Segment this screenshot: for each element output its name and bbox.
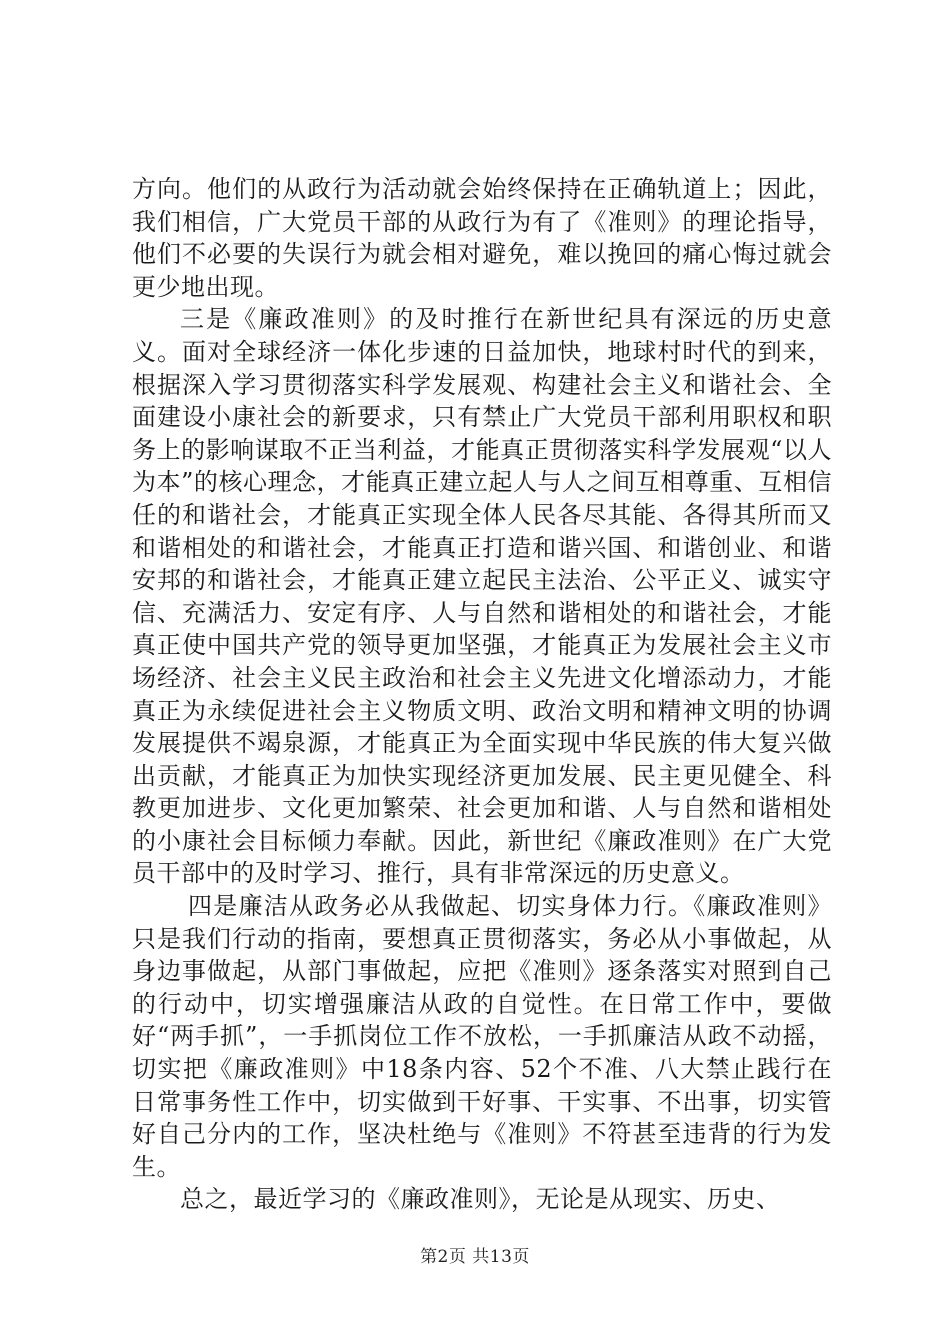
paragraph-point-four: 四是廉洁从政务必从我做起、切实身体力行。《廉政准则》只是我们行动的指南，要想真正贯彻落实，务必从小事做起，从身边事做起，从部门事做起，应把《准则》逐条落实对照到自己的行动中，切实增强廉洁从政的自觉性。在日常工作中，要做好“两手抓”，一手抓岗位工作不放松，一手抓廉洁从政不动摇，切实把《廉政准则》中18条内容、52个不准、八大禁止践行在日常事务性工作中，切实做到干好事、干实事、不出事，切实管好自己分内的工作，坚决杜绝与《准则》不符甚至违背的行为发生。 [132,892,832,1181]
page-footer: 第2页 共13页 [420,1247,530,1267]
document-body [132,173,832,1216]
paragraph-point-three: 三是《廉政准则》的及时推行在新世纪具有深远的历史意义。面对全球经济一体化步速的日益加快，地球村时代的到来，根据深入学习贯彻落实科学发展观、构建社会主义和谐社会、全面建设小康社会的新要求，只有禁止广大党员干部利用职权和职务上的影响谋取不正当利益，才能真正贯彻落实科学发展观“以人为本”的核心理念，才能真正建立起人与人之间互相尊重、互相信任的和谐社会，才能真正实现全体人民各尽其能、各得其所而又和谐相处的和谐社会，才能真正打造和谐兴国、和谐创业、和谐安邦的和谐社会，才能真正建立起民主法治、公平正义、诚实守信、充满活力、安定有序、人与自然和谐相处的和谐社会，才能真正使中国共产党的领导更加坚强，才能真正为发展社会主义市场经济、社会主义民主政治和社会主义先进文化增添动力，才能真正为永续促进社会主义物质文明、政治文明和精神文明的协调发展提供不竭泉源，才能真正为全面实现中华民族的伟大复兴做出贡献，才能真正为加快实现经济更加发展、民主更见健全、科教更加进步、文化更加繁荣、社会更加和谐、人与自然和谐相处的小康社会目标倾力奉献。因此，新世纪《廉政准则》在广大党员干部中的及时学习、推行，具有非常深远的历史意义。 [132,305,832,888]
paragraph-continuation: 方向。他们的从政行为活动就会始终保持在正确轨道上；因此，我们相信，广大党员干部的从政行为有了《准则》的理论指导，他们不必要的失误行为就会相对避免，难以挽回的痛心悔过就会更少地出现。 [132,175,832,301]
paragraph-conclusion: 总之，最近学习的《廉政准则》，无论是从现实、历史、 [180,1185,781,1214]
